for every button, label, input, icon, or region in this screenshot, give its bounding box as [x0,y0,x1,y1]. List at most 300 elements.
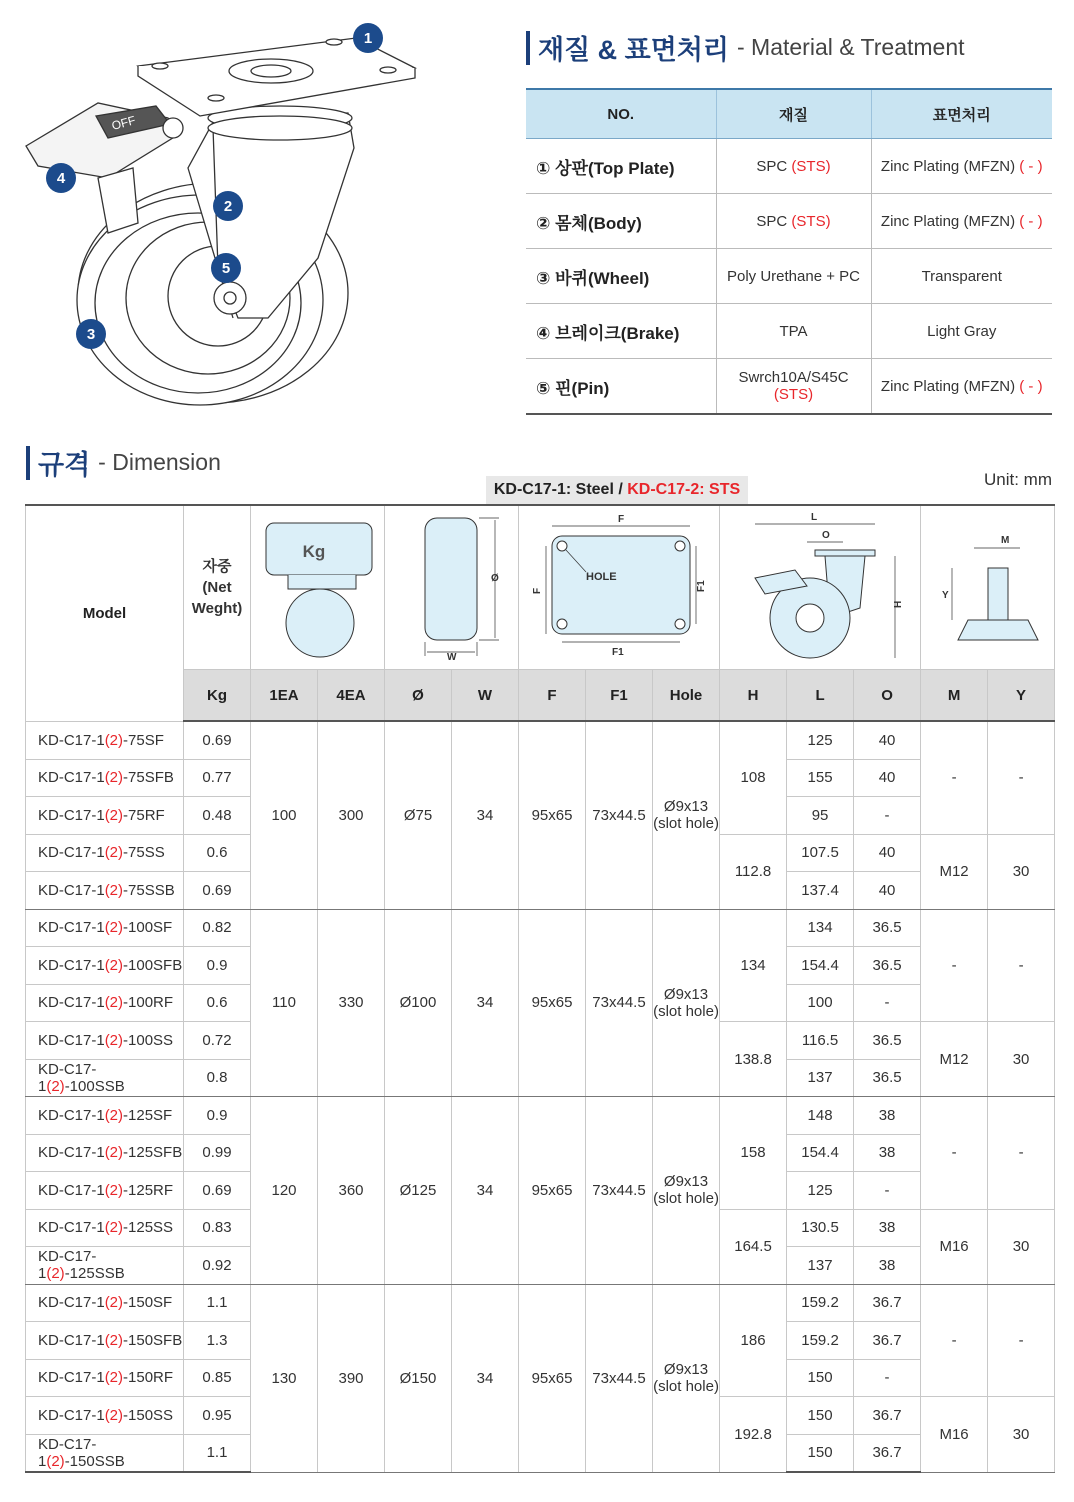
model-suffix: -100SFB [123,956,183,974]
material-cell [716,249,871,304]
model-prefix: KD-C17-1 [38,844,105,862]
model-suffix: -150SSB [64,1452,125,1470]
material-value: Poly Urethane + PC [727,267,860,285]
model-prefix: KD-C17-1 [38,1248,97,1283]
model-sts-mark: (2) [104,731,124,749]
model-cell [26,1247,184,1285]
callout-5 [211,253,241,283]
dimension-table [25,504,1055,1473]
model-suffix: -100SF [123,919,173,937]
surface-value: Zinc Plating (MFZN) [880,377,1020,395]
o-cell: 40 [854,872,921,910]
surface-cell [871,359,1052,415]
model-cell [26,721,184,759]
model-suffix: -125RF [123,1181,174,1199]
wheel-diagram [397,508,507,663]
model-suffix: -150SS [123,1406,174,1424]
model-suffix: -100SSB [64,1077,125,1095]
stem-diagram-cell [921,505,1055,670]
model-sts-mark: (2) [46,1265,65,1283]
load-diagram [258,511,378,661]
surface-value: Transparent [921,267,1002,285]
title-bar [26,446,30,480]
surface-value: Light Gray [927,322,997,340]
model-sts-mark: (2) [104,919,124,937]
l-cell: 134 [787,909,854,947]
model-prefix: KD-C17-1 [38,919,105,937]
y-label: Y [941,590,949,601]
caster-diagram-cell [720,505,921,670]
o-cell: 40 [854,721,921,759]
header-kg: Kg [184,670,251,722]
callout-3-label: 3 [86,326,96,343]
model-cell [26,797,184,835]
callout-1 [353,23,383,53]
hole-cell [653,1284,720,1472]
hole-size: Ø9x13 [663,798,709,816]
o-cell: 38 [854,1247,921,1285]
model-prefix: KD-C17-1 [38,1435,97,1470]
weight-cell: 0.95 [184,1397,251,1435]
model-sts-mark: (2) [104,1406,124,1424]
model-suffix: -75SFB [123,769,174,787]
y-cell: 30 [988,834,1055,909]
load-4ea-cell: 300 [318,721,385,909]
height-cell: 164.5 [720,1209,787,1284]
l-cell: 130.5 [787,1209,854,1247]
model-prefix: KD-C17-1 [38,1369,105,1387]
weight-cell: 0.99 [184,1134,251,1172]
o-cell: 36.5 [854,1059,921,1097]
o-label: O [822,530,830,541]
series-steel: KD-C17-1: Steel / [493,481,628,498]
f1-cell: 73x44.5 [586,721,653,909]
material-row [526,359,1052,415]
o-cell: 38 [854,1097,921,1135]
material-row [526,304,1052,359]
l-cell: 159.2 [787,1284,854,1322]
header-m: M [921,670,988,722]
stem-diagram [928,508,1048,663]
material-cell [716,304,871,359]
l-cell: 155 [787,759,854,797]
m-cell: M16 [921,1209,988,1284]
material-value: Swrch10A/S45C [738,369,849,386]
f1-label: F1 [612,647,624,658]
unit-label: Unit: mm [984,470,1052,489]
surface-cell [871,249,1052,304]
model-sts-mark: (2) [104,1369,124,1387]
height-cell: 134 [720,909,787,1022]
f-cell: 95x65 [519,721,586,909]
wheel-diagram-cell [385,505,519,670]
caster-diagram [725,508,915,663]
model-suffix: -150SF [123,1294,173,1312]
material-cell [716,194,871,249]
m-cell: - [921,1284,988,1397]
weight-cell: 0.48 [184,797,251,835]
material-value: SPC [756,212,792,230]
title-bar [526,31,530,65]
m-cell: - [921,909,988,1022]
plate-diagram-cell [519,505,720,670]
y-cell: - [988,909,1055,1022]
weight-cell: 0.9 [184,947,251,985]
surface-cell [871,194,1052,249]
o-cell: 40 [854,834,921,872]
weight-header-line1: 자중 [202,558,232,575]
weight-header-line3: Weght) [191,600,243,617]
l-cell: 150 [787,1359,854,1397]
f1-cell: 73x44.5 [586,1284,653,1472]
m-cell: M16 [921,1397,988,1473]
model-sts-mark: (2) [46,1077,65,1095]
hole-cell [653,721,720,909]
header-f: F [519,670,586,722]
l-cell: 154.4 [787,947,854,985]
load-kg-label: Kg [302,541,325,561]
model-cell [26,834,184,872]
model-cell [26,984,184,1022]
width-cell: 34 [452,721,519,909]
m-cell: M12 [921,834,988,909]
o-cell: - [854,1359,921,1397]
callout-1-label: 1 [363,30,373,47]
material-header-surface: 표면처리 [871,89,1052,139]
f-cell: 95x65 [519,1284,586,1472]
material-row [526,249,1052,304]
load-4ea-cell: 360 [318,1097,385,1285]
material-row [526,139,1052,194]
model-header: Model [26,505,184,721]
weight-cell: 1.1 [184,1284,251,1322]
weight-cell: 0.83 [184,1209,251,1247]
o-cell: 36.5 [854,947,921,985]
weight-cell: 0.6 [184,834,251,872]
height-cell: 138.8 [720,1022,787,1097]
weight-cell: 0.69 [184,872,251,910]
hole-cell [653,909,720,1097]
surface-alt: ( - ) [1019,377,1043,395]
o-cell: 36.7 [854,1434,921,1472]
model-prefix: KD-C17-1 [38,956,105,974]
model-prefix: KD-C17-1 [38,1406,105,1424]
model-prefix: KD-C17-1 [38,806,105,824]
model-suffix: -75RF [123,806,165,824]
weight-cell: 0.92 [184,1247,251,1285]
diameter-label: Ø [490,573,499,584]
part-name: ⑤ 핀(Pin) [526,359,716,415]
svg-text:OFF: OFF [110,113,137,133]
f-cell: 95x65 [519,1097,586,1285]
hole-type: (slot hole) [653,815,719,833]
model-prefix: KD-C17-1 [38,1181,105,1199]
y-cell: - [988,1097,1055,1210]
dimension-title-en: - Dimension [98,449,221,475]
material-alt: (STS) [791,157,831,175]
l-cell: 107.5 [787,834,854,872]
model-sts-mark: (2) [104,1219,124,1237]
weight-header [184,505,251,670]
height-cell: 158 [720,1097,787,1210]
callout-4-label: 4 [56,170,66,187]
model-cell [26,1397,184,1435]
load-diagram-cell [251,505,385,670]
table-row [26,1284,1055,1322]
model-cell [26,759,184,797]
model-suffix: -125SSB [64,1265,125,1283]
part-name: ② 몸체(Body) [526,194,716,249]
material-header-no: NO. [526,89,716,139]
l-cell: 159.2 [787,1322,854,1360]
model-suffix: -150SFB [123,1331,183,1349]
hole-size: Ø9x13 [663,1361,709,1378]
table-row [26,909,1055,947]
model-prefix: KD-C17-1 [38,1294,105,1312]
model-cell [26,872,184,910]
l-cell: 150 [787,1434,854,1472]
weight-cell: 0.69 [184,1172,251,1210]
model-cell [26,1284,184,1322]
m-cell: - [921,1097,988,1210]
weight-cell: 0.8 [184,1059,251,1097]
model-sts-mark: (2) [104,1144,124,1162]
l-cell: 116.5 [787,1022,854,1060]
load-1ea-cell: 100 [251,721,318,909]
diameter-cell: Ø100 [385,909,452,1097]
callout-4 [46,163,76,193]
y-cell: 30 [988,1397,1055,1473]
model-prefix: KD-C17-1 [38,881,105,899]
o-cell: 36.7 [854,1322,921,1360]
model-cell [26,1022,184,1060]
l-cell: 150 [787,1397,854,1435]
l-cell: 125 [787,1172,854,1210]
model-suffix: -100RF [123,994,174,1012]
model-prefix: KD-C17-1 [38,1219,105,1237]
table-row [26,1097,1055,1135]
material-cell [716,139,871,194]
model-cell [26,1059,184,1097]
l-label: L [811,512,818,523]
model-sts-mark: (2) [104,1106,124,1124]
l-cell: 137 [787,1247,854,1285]
model-sts-mark: (2) [104,769,124,787]
model-suffix: -75SSB [123,881,175,899]
weight-header-line2: (Net [202,579,232,596]
f1-cell: 73x44.5 [586,909,653,1097]
surface-value: Zinc Plating (MFZN) [880,157,1020,175]
weight-cell: 0.9 [184,1097,251,1135]
l-cell: 95 [787,797,854,835]
o-cell: 36.7 [854,1284,921,1322]
width-label: W [446,652,456,663]
model-sts-mark: (2) [104,1031,124,1049]
model-suffix: -125SF [123,1106,173,1124]
diameter-cell: Ø75 [385,721,452,909]
surface-alt: ( - ) [1019,157,1043,175]
model-suffix: -125SFB [123,1144,183,1162]
model-prefix: KD-C17-1 [38,1060,97,1095]
model-prefix: KD-C17-1 [38,1331,105,1349]
table-row [26,721,1055,759]
material-table [526,88,1052,415]
o-cell: - [854,797,921,835]
o-cell: 36.5 [854,909,921,947]
model-prefix: KD-C17-1 [38,994,105,1012]
l-cell: 125 [787,721,854,759]
model-prefix: KD-C17-1 [38,1144,105,1162]
material-header-material: 재질 [716,89,871,139]
f-label: F [618,514,625,525]
load-1ea-cell: 130 [251,1284,318,1472]
model-cell [26,1134,184,1172]
part-name: ③ 바퀴(Wheel) [526,249,716,304]
height-cell: 186 [720,1284,787,1397]
model-sts-mark: (2) [104,881,124,899]
hole-type: (slot hole) [653,1378,719,1395]
model-cell [26,1097,184,1135]
weight-cell: 0.69 [184,721,251,759]
diameter-cell: Ø150 [385,1284,452,1472]
o-cell: 40 [854,759,921,797]
header-h: H [720,670,787,722]
height-cell: 112.8 [720,834,787,909]
weight-cell: 0.85 [184,1359,251,1397]
caster-illustration [18,18,428,413]
model-cell [26,1209,184,1247]
weight-cell: 0.82 [184,909,251,947]
model-series-tag [486,476,748,504]
f-cell: 95x65 [519,909,586,1097]
header-w: W [452,670,519,722]
material-alt: (STS) [773,386,814,403]
height-cell: 108 [720,721,787,834]
surface-value: Zinc Plating (MFZN) [880,212,1020,230]
height-cell: 192.8 [720,1397,787,1473]
material-cell [716,359,871,415]
l-cell: 154.4 [787,1134,854,1172]
hole-type: (slot hole) [653,1002,719,1020]
m-cell: M12 [921,1022,988,1097]
l-cell: 148 [787,1097,854,1135]
f1-side-label: F1 [696,580,708,592]
model-prefix: KD-C17-1 [38,769,105,787]
hole-label: HOLE [586,571,617,583]
material-title-ko: 재질 & 표면처리 [538,35,729,65]
m-label: M [1000,535,1009,546]
weight-cell: 0.6 [184,984,251,1022]
o-cell: 36.7 [854,1397,921,1435]
y-cell: - [988,1284,1055,1397]
surface-cell [871,139,1052,194]
f1-cell: 73x44.5 [586,1097,653,1285]
o-cell: - [854,1172,921,1210]
plate-diagram [524,508,714,663]
load-4ea-cell: 330 [318,909,385,1097]
model-cell [26,947,184,985]
width-cell: 34 [452,1097,519,1285]
model-sts-mark: (2) [104,1181,124,1199]
model-cell [26,1434,184,1472]
callout-3 [76,319,106,349]
model-cell [26,1359,184,1397]
y-cell: 30 [988,1022,1055,1097]
header-1ea: 1EA [251,670,318,722]
hole-type: (slot hole) [653,1190,719,1208]
callout-5-label: 5 [221,260,231,277]
dimension-section-title [26,443,221,482]
f-side-label: F [532,587,544,594]
model-suffix: -150RF [123,1369,174,1387]
dimension-title-ko: 규격 [38,450,91,480]
diameter-cell: Ø125 [385,1097,452,1285]
surface-alt: ( - ) [1019,212,1043,230]
o-cell: 38 [854,1209,921,1247]
width-cell: 34 [452,1284,519,1472]
width-cell: 34 [452,909,519,1097]
hole-size: Ø9x13 [663,985,709,1003]
model-sts-mark: (2) [104,1294,124,1312]
m-cell: - [921,721,988,834]
o-cell: 36.5 [854,1022,921,1060]
header-y: Y [988,670,1055,722]
model-sts-mark: (2) [104,806,124,824]
h-label: H [893,600,905,608]
model-suffix: -100SS [123,1031,174,1049]
model-sts-mark: (2) [104,1331,124,1349]
weight-cell: 0.72 [184,1022,251,1060]
header-diameter: Ø [385,670,452,722]
weight-cell: 1.3 [184,1322,251,1360]
part-name: ① 상판(Top Plate) [526,139,716,194]
header-l: L [787,670,854,722]
l-cell: 137 [787,1059,854,1097]
callout-2 [213,191,243,221]
o-cell: - [854,984,921,1022]
header-o: O [854,670,921,722]
callout-2-label: 2 [223,198,233,215]
model-cell [26,1322,184,1360]
o-cell: 38 [854,1134,921,1172]
weight-cell: 0.77 [184,759,251,797]
model-suffix: -75SF [123,731,164,749]
load-1ea-cell: 120 [251,1097,318,1285]
material-section-title [526,28,965,67]
load-1ea-cell: 110 [251,909,318,1097]
model-prefix: KD-C17-1 [38,1031,105,1049]
hole-cell [653,1097,720,1285]
material-value: TPA [779,322,808,340]
model-cell [26,909,184,947]
series-sts: KD-C17-2: STS [627,481,741,498]
y-cell: 30 [988,1209,1055,1284]
model-prefix: KD-C17-1 [38,1106,105,1124]
model-sts-mark: (2) [104,994,124,1012]
model-suffix: -125SS [123,1219,174,1237]
model-cell [26,1172,184,1210]
header-hole: Hole [653,670,720,722]
material-row [526,194,1052,249]
l-cell: 137.4 [787,872,854,910]
load-4ea-cell: 390 [318,1284,385,1472]
surface-cell [871,304,1052,359]
material-title-en: - Material & Treatment [737,34,965,60]
model-prefix: KD-C17-1 [38,731,105,749]
model-sts-mark: (2) [104,956,124,974]
model-suffix: -75SS [123,844,165,862]
model-sts-mark: (2) [46,1452,65,1470]
